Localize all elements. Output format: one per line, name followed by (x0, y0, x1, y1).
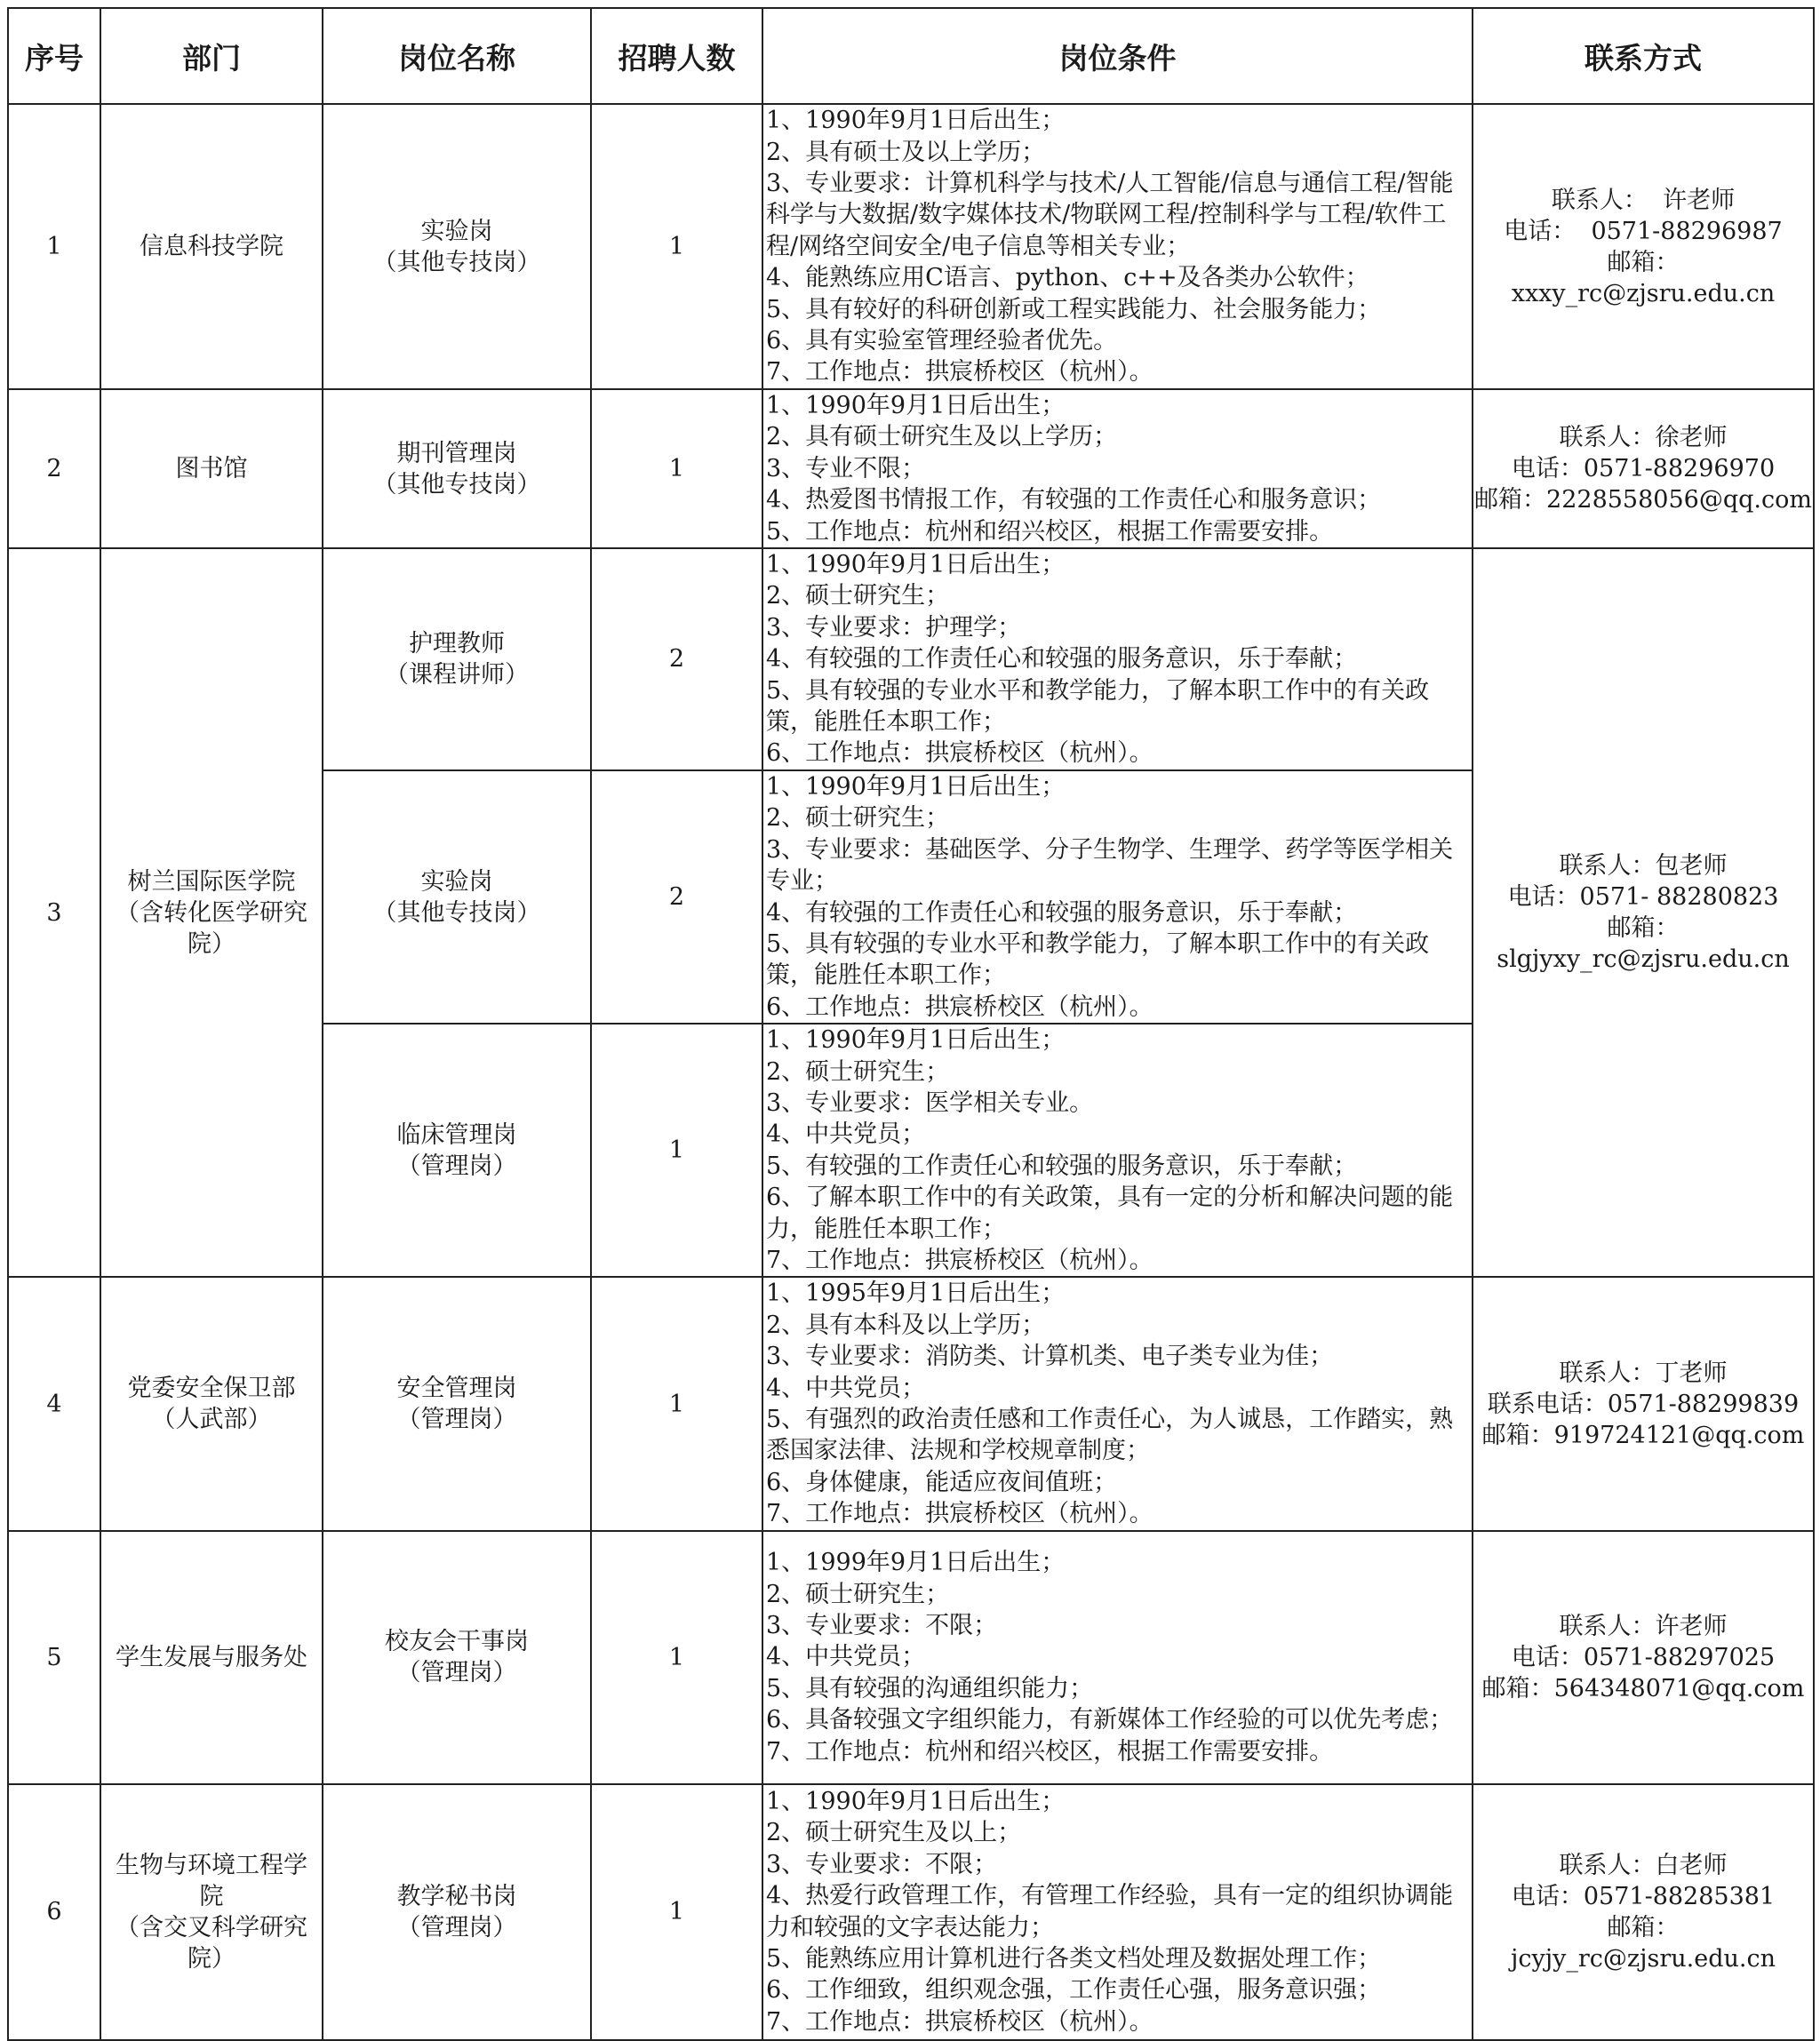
conditions-cell (762, 389, 1473, 548)
headcount-cell: 1 (591, 1784, 762, 2040)
condition-line: 3、专业要求：消防类、计算机类、电子类专业为佳； (766, 1343, 1334, 1371)
post-name-cell (323, 1277, 591, 1530)
post-category: （其他专技岗） (372, 248, 541, 276)
contact-phone: 电话：0571-88285381 (1511, 1882, 1776, 1910)
post-name-cell (323, 1784, 591, 2040)
condition-line: 4、有较强的工作责任心和较强的服务意识，乐于奉献； (766, 645, 1358, 674)
department-cell (100, 548, 323, 1277)
contact-cell (1473, 1784, 1814, 2040)
headcount-cell: 1 (591, 389, 762, 548)
condition-line: 5、具有较好的科研创新或工程实践能力、社会服务能力； (766, 295, 1382, 323)
table-row (8, 548, 1814, 770)
contact-phone: 电话：0571-88297025 (1511, 1643, 1776, 1671)
condition-line: 6、具有实验室管理经验者优先。 (766, 327, 1118, 355)
condition-line: 6、工作地点：拱宸桥校区（杭州）。 (766, 739, 1153, 768)
contact-phone: 电话：0571- 88280823 (1507, 883, 1779, 912)
department-cell: 学生发展与服务处 (100, 1531, 323, 1784)
table-row (8, 1784, 1814, 2040)
headcount-cell: 2 (591, 770, 762, 1024)
conditions-cell (762, 1531, 1473, 1784)
conditions-cell (762, 104, 1473, 389)
post-name: 临床管理岗 (396, 1120, 517, 1149)
post-name-cell (323, 389, 591, 548)
condition-line: 2、硕士研究生； (766, 1580, 950, 1608)
contact-email: xxxy_rc@zjsru.edu.cn (1511, 279, 1776, 307)
header-headcount: 招聘人数 (591, 8, 762, 104)
contact-email: slgjyxy_rc@zjsru.edu.cn (1497, 945, 1790, 974)
condition-line: 2、硕士研究生； (766, 804, 950, 833)
contact-email: 邮箱：564348071@qq.com (1481, 1674, 1805, 1702)
condition-line: 2、硕士研究生及以上； (766, 1819, 1022, 1847)
post-name-cell (323, 1531, 591, 1784)
post-category: （课程讲师） (385, 660, 529, 689)
department-name-cont: （人武部） (151, 1406, 272, 1433)
condition-line: 6、身体健康，能适应夜间值班； (766, 1468, 1118, 1496)
condition-line: 4、热爱图书情报工作，有较强的工作责任心和服务意识； (766, 486, 1382, 514)
post-name-cell (323, 770, 591, 1024)
condition-line: 2、具有本科及以上学历； (766, 1311, 1046, 1339)
condition-line: 1、1990年9月1日后出生； (766, 107, 1066, 135)
condition-line: 3、专业不限； (766, 454, 926, 482)
header-row (8, 8, 1814, 104)
condition-line: 2、硕士研究生； (766, 1057, 950, 1086)
contact-email: jcyjy_rc@zjsru.edu.cn (1511, 1944, 1776, 1973)
condition-line: 5、能熟练应用计算机进行各类文档处理及数据处理工作； (766, 1945, 1382, 1973)
condition-line: 7、工作地点：拱宸桥校区（杭州）。 (766, 358, 1153, 387)
recruitment-table (7, 7, 1815, 2041)
condition-line: 6、了解本职工作中的有关政策，具有一定的分析和解决问题的能力，能胜任本职工作； (766, 1184, 1454, 1243)
recruitment-table-sheet (7, 7, 1813, 2035)
contact-cell (1473, 389, 1814, 548)
seq-cell: 1 (8, 104, 100, 389)
condition-line: 5、具有较强的沟通组织能力； (766, 1674, 1094, 1702)
condition-line: 3、专业要求：不限； (766, 1850, 998, 1878)
condition-line: 3、专业要求：护理学； (766, 613, 1022, 642)
department-name: 生物与环境工程学 (116, 1851, 307, 1879)
condition-line: 6、具备较强文字组织能力，有新媒体工作经验的可以优先考虑； (766, 1706, 1454, 1734)
department-name: 党委安全保卫部 (127, 1375, 296, 1402)
header-conditions: 岗位条件 (762, 8, 1473, 104)
seq-cell: 4 (8, 1277, 100, 1530)
condition-line: 6、工作细致，组织观念强，工作责任心强，服务意识强； (766, 1976, 1382, 2005)
condition-line: 4、中共党员； (766, 1643, 926, 1671)
contact-person: 联系人：徐老师 (1559, 424, 1728, 452)
department-cell: 信息科技学院 (100, 104, 323, 389)
condition-line: 4、能熟练应用C语言、python、c++及各类办公软件； (766, 264, 1369, 292)
post-name-cell (323, 548, 591, 770)
contact-cell (1473, 1277, 1814, 1530)
condition-line: 5、有强烈的政治责任感和工作责任心，为人诚恳，工作踏实，熟悉国家法律、法规和学校规章制度； (766, 1406, 1454, 1465)
condition-line: 1、1990年9月1日后出生； (766, 392, 1066, 419)
contact-person: 联系人：许老师 (1559, 1612, 1728, 1640)
condition-line: 7、工作地点：杭州和绍兴校区，根据工作需要安排。 (766, 1737, 1334, 1766)
post-category: （管理岗） (396, 1152, 517, 1180)
condition-line: 2、硕士研究生； (766, 582, 950, 610)
contact-email: 邮箱：2228558056@qq.com (1474, 486, 1812, 514)
department-name-cont: 院） (188, 1944, 235, 1973)
condition-line: 3、专业要求：医学相关专业。 (766, 1088, 1094, 1117)
headcount-cell: 1 (591, 104, 762, 389)
seq-cell: 2 (8, 389, 100, 548)
department-name-cont: （含转化医学研究 (116, 898, 307, 927)
department-name-cont: 院 (199, 1882, 224, 1910)
header-seq: 序号 (8, 8, 100, 104)
contact-phone: 电话： 0571-88296987 (1504, 217, 1783, 245)
headcount-cell: 1 (591, 1277, 762, 1530)
condition-line: 7、工作地点：拱宸桥校区（杭州）。 (766, 1500, 1153, 1528)
post-name: 安全管理岗 (396, 1375, 517, 1402)
post-category: （其他专技岗） (372, 898, 541, 927)
condition-line: 5、具有较强的专业水平和教学能力，了解本职工作中的有关政策，能胜任本职工作； (766, 929, 1430, 990)
condition-line: 5、有较强的工作责任心和较强的服务意识，乐于奉献； (766, 1152, 1358, 1180)
conditions-cell (762, 1784, 1473, 2040)
seq-cell: 3 (8, 548, 100, 1277)
contact-email-label: 邮箱： (1607, 248, 1680, 276)
condition-line: 1、1990年9月1日后出生； (766, 1026, 1066, 1055)
table-row (8, 1277, 1814, 1530)
header-post-name: 岗位名称 (323, 8, 591, 104)
contact-person: 联系人：白老师 (1559, 1851, 1728, 1879)
condition-line: 7、工作地点：拱宸桥校区（杭州）。 (766, 1246, 1153, 1274)
seq-cell: 6 (8, 1784, 100, 2040)
department-cell: 图书馆 (100, 389, 323, 548)
post-category: （管理岗） (396, 1406, 517, 1433)
conditions-cell (762, 1277, 1473, 1530)
condition-line: 3、专业要求：计算机科学与技术/人工智能/信息与通信工程/智能科学与大数据/数字媒体技术/物联网工程/控制科学与工程/软件工程/网络空间安全/电子信息等相关专业； (766, 169, 1454, 260)
condition-line: 4、有较强的工作责任心和较强的服务意识，乐于奉献； (766, 898, 1358, 927)
condition-line: 6、工作地点：拱宸桥校区（杭州）。 (766, 993, 1153, 1021)
post-category: （管理岗） (396, 1913, 517, 1941)
headcount-cell: 1 (591, 1024, 762, 1277)
post-name: 实验岗 (420, 217, 493, 245)
condition-line: 5、工作地点：杭州和绍兴校区，根据工作需要安排。 (766, 517, 1334, 546)
conditions-cell (762, 770, 1473, 1024)
contact-email-label: 邮箱： (1607, 914, 1680, 943)
post-name: 教学秘书岗 (396, 1882, 517, 1910)
post-name-cell (323, 1024, 591, 1277)
contact-person: 联系人： 许老师 (1551, 186, 1736, 214)
headcount-cell: 1 (591, 1531, 762, 1784)
department-cell (100, 1277, 323, 1530)
condition-line: 4、中共党员； (766, 1374, 926, 1402)
post-category: （管理岗） (396, 1659, 517, 1687)
seq-cell: 5 (8, 1531, 100, 1784)
contact-cell (1473, 548, 1814, 1277)
condition-line: 2、具有硕士研究生及以上学历； (766, 423, 1118, 451)
contact-cell (1473, 1531, 1814, 1784)
header-department: 部门 (100, 8, 323, 104)
contact-phone: 联系电话：0571-88299839 (1487, 1390, 1800, 1418)
department-cell (100, 1784, 323, 2040)
table-row (8, 389, 1814, 548)
post-name-cell (323, 104, 591, 389)
condition-line: 1、1995年9月1日后出生； (766, 1280, 1066, 1308)
contact-email-label: 邮箱： (1607, 1913, 1680, 1941)
contact-person: 联系人：包老师 (1559, 852, 1728, 881)
table-row (8, 1531, 1814, 1784)
headcount-cell: 2 (591, 548, 762, 770)
condition-line: 3、专业要求：不限； (766, 1612, 998, 1640)
condition-line: 1、1999年9月1日后出生； (766, 1549, 1066, 1577)
condition-line: 5、具有较强的专业水平和教学能力，了解本职工作中的有关政策，能胜任本职工作； (766, 676, 1430, 737)
department-name: 树兰国际医学院 (127, 867, 296, 896)
condition-line: 4、热爱行政管理工作，有管理工作经验，具有一定的组织协调能力和较强的文字表达能力； (766, 1882, 1454, 1941)
condition-line: 2、具有硕士及以上学历； (766, 138, 1046, 166)
post-category: （其他专技岗） (372, 470, 541, 498)
post-name: 校友会干事岗 (385, 1628, 529, 1656)
header-contact: 联系方式 (1473, 8, 1814, 104)
contact-phone: 电话：0571-88296970 (1511, 455, 1776, 483)
condition-line: 7、工作地点：拱宸桥校区（杭州）。 (766, 2007, 1153, 2036)
condition-line: 4、中共党员； (766, 1120, 926, 1149)
contact-cell (1473, 104, 1814, 389)
department-name-cont: （含交叉科学研究 (116, 1913, 307, 1941)
post-name: 护理教师 (409, 629, 505, 658)
post-name: 期刊管理岗 (396, 439, 517, 467)
conditions-cell (762, 1024, 1473, 1277)
contact-email: 邮箱：919724121@qq.com (1481, 1421, 1805, 1449)
conditions-cell (762, 548, 1473, 770)
department-name-cont: 院） (188, 929, 235, 958)
condition-line: 1、1990年9月1日后出生； (766, 772, 1066, 801)
contact-person: 联系人：丁老师 (1559, 1359, 1728, 1387)
post-name: 实验岗 (420, 867, 493, 896)
condition-line: 3、专业要求：基础医学、分子生物学、生理学、药学等医学相关专业； (766, 835, 1454, 896)
condition-line: 1、1990年9月1日后出生； (766, 551, 1066, 579)
condition-line: 1、1990年9月1日后出生； (766, 1788, 1066, 1815)
table-row (8, 104, 1814, 389)
